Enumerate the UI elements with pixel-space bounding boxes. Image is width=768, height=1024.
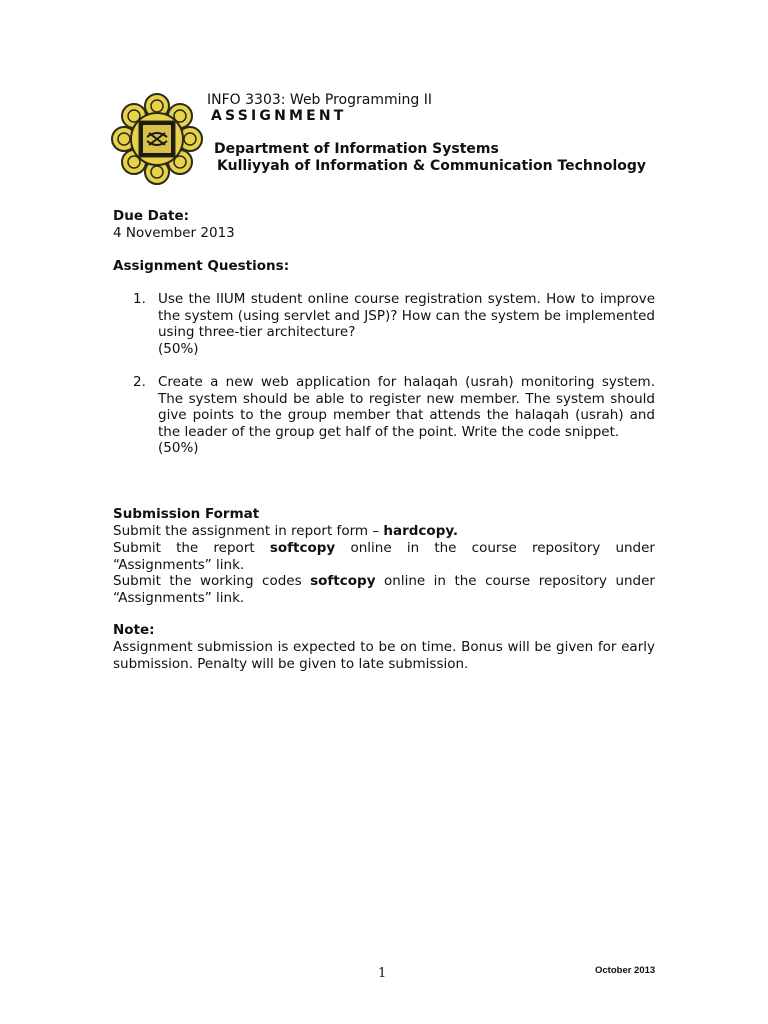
question-1-text: Use the IIUM student online course registration system. How to improve the system (using servlet and JSP)? How can the system be implemented using three-tier architecture? [158, 291, 655, 340]
course-title: INFO 3303: Web Programming II [207, 92, 432, 108]
question-2-number: 2. [133, 374, 146, 390]
assignment-label: ASSIGNMENT [211, 108, 347, 124]
page-number: 1 [378, 966, 387, 981]
note-text: Assignment submission is expected to be on time. Bonus will be given for early submission. Penalty will be given to late submission. [113, 639, 655, 672]
question-2-text: Create a new web application for halaqah (usrah) monitoring system. The system should be able to register new member. The system should give points to the group member that attends the halaqah (usrah) and the leader of the group get half of the point. Write the code snippet. [158, 374, 655, 440]
question-2-weight: (50%) [158, 440, 199, 456]
question-1-number: 1. [133, 291, 146, 307]
footer-date: October 2013 [595, 965, 656, 976]
question-1-weight: (50%) [158, 341, 199, 357]
due-date-value: 4 November 2013 [113, 225, 235, 241]
department-name: Department of Information Systems [214, 141, 499, 157]
submission-line-3: Submit the working codes softcopy online in the course repository under “Assignments” link. [113, 573, 655, 606]
submission-line-1: Submit the assignment in report form – hardcopy. [113, 523, 459, 539]
submission-heading: Submission Format [113, 506, 260, 522]
submission-line-2: Submit the report softcopy online in the course repository under “Assignments” link. [113, 540, 655, 573]
kulliyyah-name: Kulliyyah of Information & Communication Technology [217, 158, 647, 174]
questions-heading: Assignment Questions: [113, 258, 290, 274]
iium-crest-logo [110, 92, 204, 186]
due-date-label: Due Date: [113, 208, 189, 224]
note-heading: Note: [113, 622, 155, 638]
